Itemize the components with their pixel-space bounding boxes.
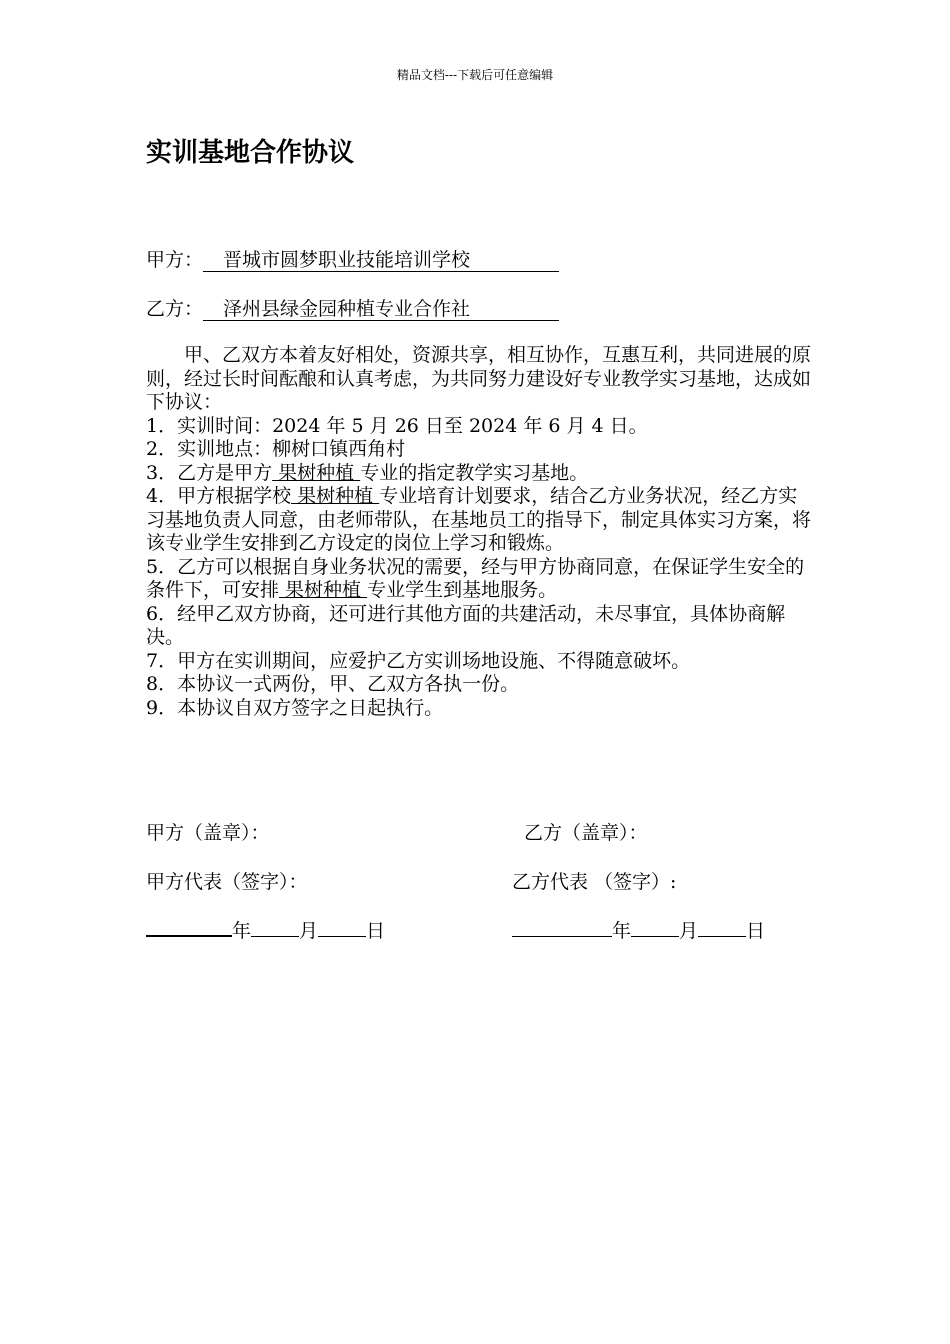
day-label: 日 [366, 920, 386, 942]
clause-4 [146, 485, 811, 556]
party-b-line [146, 294, 559, 321]
clause-5-suffix: 专业学生到基地服务。 [367, 579, 558, 601]
clause-3-suffix: 专业的指定教学实习基地。 [360, 461, 589, 484]
clause-6: 6．经甲乙双方协商，还可进行其他方面的共建活动，未尽事宜，具体协商解决。 [146, 602, 786, 648]
party-b-seal-label: 乙方（盖章）： [524, 822, 648, 844]
clause-4-prefix: 4．甲方根据学校 [146, 485, 292, 507]
party-b-date-line [512, 916, 765, 943]
party-a-month-blank[interactable] [251, 918, 299, 937]
party-a-rep-label: 甲方代表（签字）： [146, 871, 308, 893]
agreement-body [146, 344, 811, 720]
party-b-year-blank[interactable] [512, 918, 612, 937]
clause-3-prefix: 3．乙方是甲方 [146, 461, 273, 484]
party-a-name: 晋城市圆梦职业技能培训学校 [203, 249, 559, 272]
month-label: 月 [299, 920, 319, 942]
party-a-seal-label: 甲方（盖章）： [146, 822, 270, 844]
clause-1: 1．实训时间：2024 年 5 月 26 日至 2024 年 6 月 4 日。 [146, 414, 648, 437]
party-b-month-blank[interactable] [631, 918, 679, 937]
year-label: 年 [612, 920, 632, 942]
clause-3-major: 果树种植 [272, 461, 361, 484]
party-a-label: 甲方： [146, 249, 204, 271]
clause-5-prefix: 5．乙方可以根据自身业务状况的需要，经与甲方协商同意，在保证学生安全的条件下，可安排 [146, 555, 805, 601]
party-a-year-blank[interactable] [146, 917, 232, 937]
clause-3 [146, 462, 811, 486]
month-label: 月 [679, 920, 699, 942]
party-b-label: 乙方： [146, 298, 204, 320]
page-header: 精品文档---下载后可任意编辑 [396, 68, 554, 82]
party-b-day-blank[interactable] [698, 918, 746, 937]
party-a-date-line [146, 916, 385, 943]
clause-5 [146, 556, 811, 603]
party-b-rep-label: 乙方代表 （签字）: [512, 871, 677, 893]
clause-7: 7．甲方在实训期间，应爱护乙方实训场地设施、不得随意破坏。 [146, 649, 691, 672]
party-a-line [146, 245, 559, 272]
clause-8: 8．本协议一式两份，甲、乙双方各执一份。 [146, 673, 520, 695]
party-b-name: 泽州县绿金园种植专业合作社 [203, 298, 559, 321]
document-title: 实训基地合作协议 [146, 138, 355, 168]
clause-5-major: 果树种植 [279, 579, 368, 601]
year-label: 年 [232, 920, 252, 942]
clause-2: 2．实训地点：柳树口镇西角村 [146, 438, 406, 460]
clause-4-suffix: 专业培育计划要求，结合乙方业务状况，经乙方实习基地负责人同意，由老师带队，在基地员工的指导下，制定具体实习方案，将该专业学生安排到乙方设定的岗位上学习和锻炼。 [146, 485, 812, 554]
clause-4-major: 果树种植 [291, 485, 380, 507]
day-label: 日 [746, 920, 766, 942]
party-a-day-blank[interactable] [318, 918, 366, 937]
clause-9: 9．本协议自双方签字之日起执行。 [146, 696, 444, 719]
intro-paragraph: 甲、乙双方本着友好相处，资源共享，相互协作，互惠互利，共同进展的原则，经过长时间酝酿和认真考虑，为共同努力建设好专业教学实习基地，达成如下协议： [146, 344, 812, 413]
